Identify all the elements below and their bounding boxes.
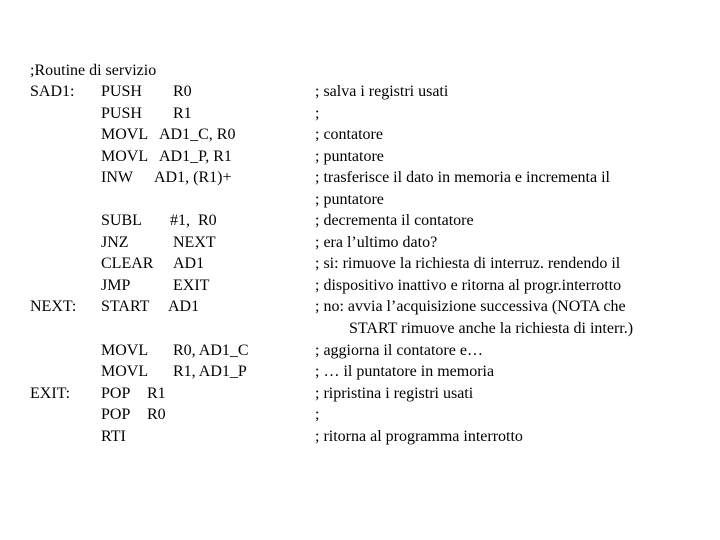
code-operand: EXIT bbox=[173, 277, 210, 294]
code-comment: ; bbox=[315, 406, 320, 423]
code-comment: ; puntatore bbox=[315, 148, 384, 165]
code-comment: ; trasferisce il dato in memoria e incrementa il bbox=[315, 169, 610, 186]
code-mnemonic: START bbox=[101, 298, 150, 315]
code-operand: AD1 bbox=[168, 298, 200, 315]
code-comment: ; era l’ultimo dato? bbox=[315, 234, 438, 251]
code-operand: NEXT bbox=[173, 234, 216, 251]
code-mnemonic: CLEAR bbox=[101, 255, 154, 272]
code-mnemonic: RTI bbox=[101, 428, 126, 445]
code-mnemonic: POP bbox=[101, 406, 131, 423]
code-mnemonic: POP bbox=[101, 385, 131, 402]
code-comment: ; salva i registri usati bbox=[315, 83, 449, 100]
code-comment: ; decrementa il contatore bbox=[315, 212, 474, 229]
code-mnemonic: JNZ bbox=[101, 234, 129, 251]
code-comment: ; ripristina i registri usati bbox=[315, 385, 474, 402]
code-comment: START rimuove anche la richiesta di interr.) bbox=[349, 320, 634, 337]
code-mnemonic: INW bbox=[101, 169, 133, 186]
code-operand: R1 bbox=[173, 105, 192, 122]
code-mnemonic: PUSH bbox=[101, 83, 142, 100]
label-exit: EXIT: bbox=[30, 385, 71, 402]
code-operand: R0, AD1_C bbox=[173, 342, 249, 359]
code-comment: ; contatore bbox=[315, 126, 383, 143]
code-comment: ; … il puntatore in memoria bbox=[315, 363, 495, 380]
code-operand: #1, R0 bbox=[170, 212, 217, 229]
code-mnemonic: SUBL bbox=[101, 212, 142, 229]
code-comment: ; ritorna al programma interrotto bbox=[315, 428, 523, 445]
label-next: NEXT: bbox=[30, 298, 77, 315]
code-mnemonic: MOVL bbox=[101, 363, 149, 380]
code-comment: ; dispositivo inattivo e ritorna al progr.interrotto bbox=[315, 277, 622, 294]
code-mnemonic: JMP bbox=[101, 277, 131, 294]
code-comment: ; puntatore bbox=[315, 191, 384, 208]
code-comment: ; aggiorna il contatore e… bbox=[315, 342, 483, 359]
code-comment: ; bbox=[315, 105, 320, 122]
code-operand: R1 bbox=[147, 385, 166, 402]
code-operand: AD1 bbox=[173, 255, 205, 272]
code-operand: AD1_C, R0 bbox=[159, 126, 236, 143]
code-operand: R1, AD1_P bbox=[173, 363, 247, 380]
label-sad1: SAD1: bbox=[30, 83, 75, 100]
code-operand: AD1_P, R1 bbox=[159, 148, 232, 165]
routine-title: ;Routine di servizio bbox=[30, 62, 157, 79]
code-mnemonic: MOVL bbox=[101, 126, 149, 143]
code-comment: ; si: rimuove la richiesta di interruz. rendendo il bbox=[315, 255, 621, 272]
code-comment: ; no: avvia l’acquisizione successiva (NOTA che bbox=[315, 298, 626, 315]
code-operand: R0 bbox=[147, 406, 166, 423]
code-mnemonic: MOVL bbox=[101, 342, 149, 359]
code-mnemonic: PUSH bbox=[101, 105, 142, 122]
code-operand: R0 bbox=[173, 83, 192, 100]
code-mnemonic: MOVL bbox=[101, 148, 149, 165]
code-operand: AD1, (R1)+ bbox=[154, 169, 232, 186]
